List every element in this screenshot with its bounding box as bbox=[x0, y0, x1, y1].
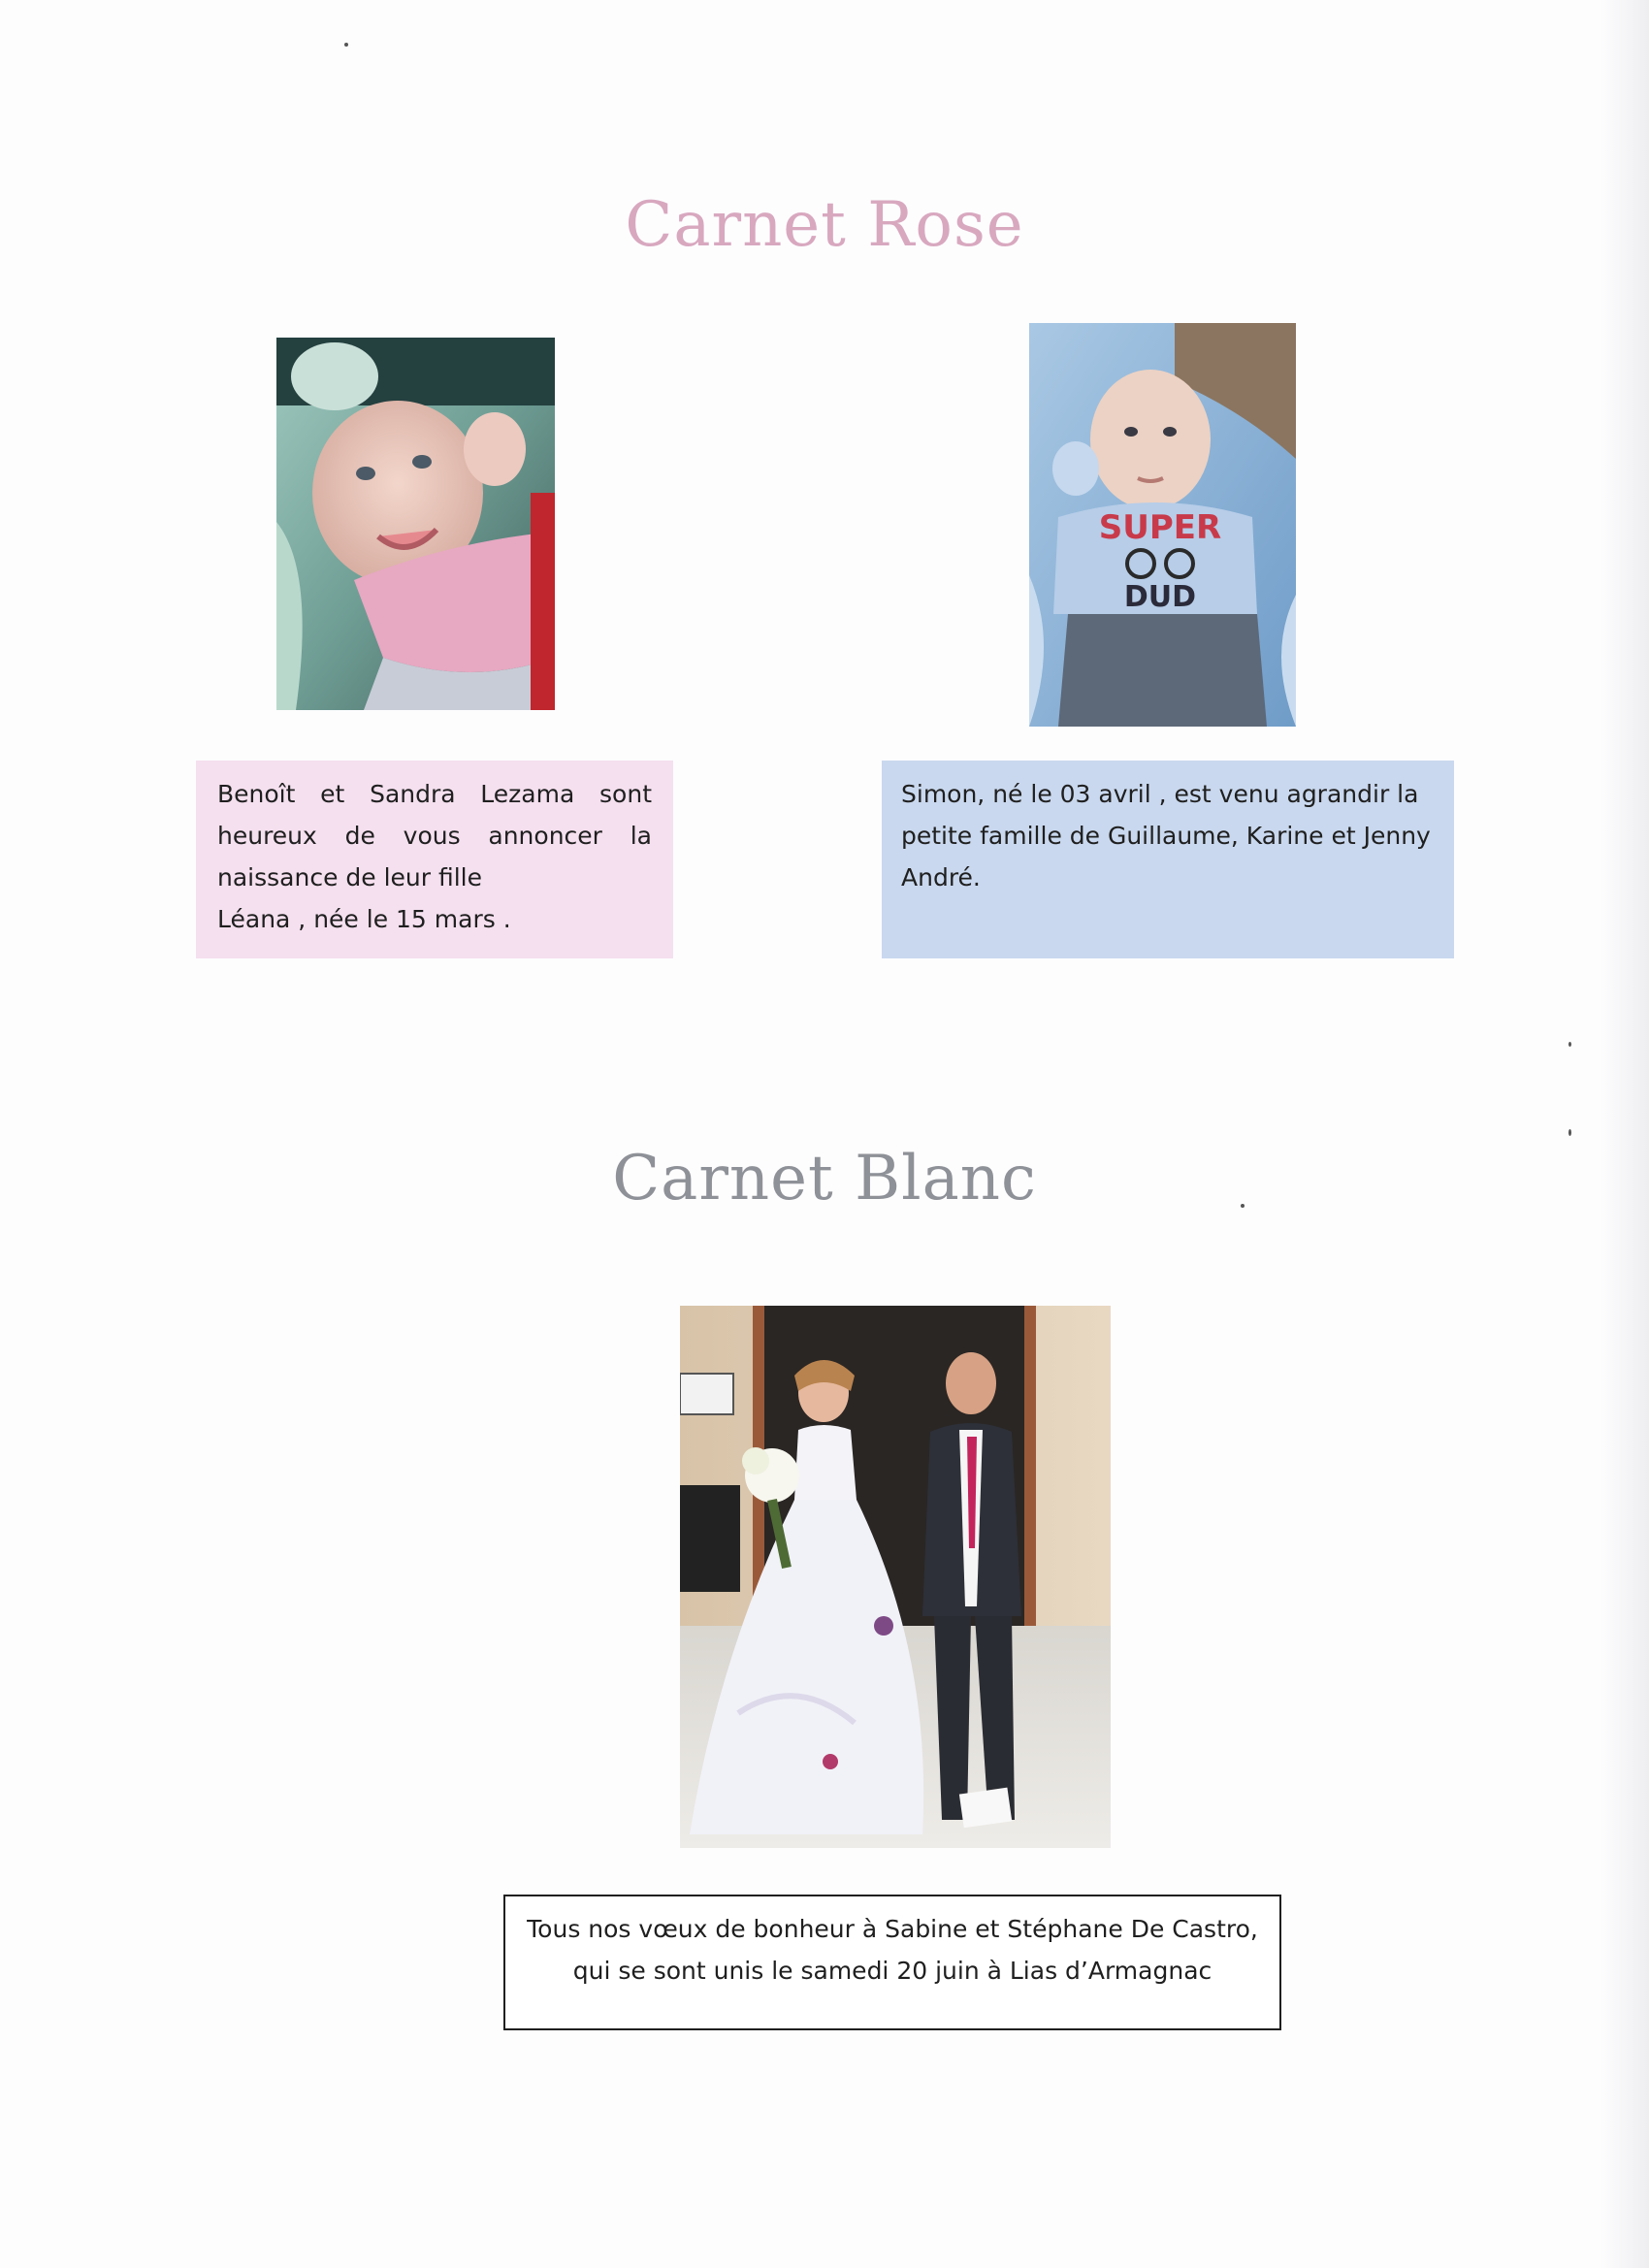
announcement-line: qui se sont unis le samedi 20 juin à Lias d’Armagnac bbox=[572, 1957, 1212, 1985]
baby-boy-photo bbox=[1029, 323, 1296, 727]
scan-speck bbox=[1568, 1042, 1571, 1047]
announcement-line: naissance de leur fille bbox=[217, 863, 483, 891]
birth-announcement-simon bbox=[882, 761, 1454, 958]
carnet-blanc-title: Carnet Blanc bbox=[612, 1143, 1037, 1215]
announcement-line: Léana , née le 15 mars . bbox=[217, 905, 511, 933]
svg-text:SUPER: SUPER bbox=[1098, 508, 1222, 547]
announcement-line: André. bbox=[901, 863, 981, 891]
birth-announcement-leana bbox=[196, 761, 673, 958]
baby-girl-photo bbox=[276, 338, 555, 710]
announcement-line: Benoît et Sandra Lezama sont bbox=[217, 780, 652, 808]
svg-text:DUD: DUD bbox=[1123, 580, 1197, 614]
scan-speck bbox=[1241, 1204, 1245, 1208]
announcement-line: Tous nos vœux de bonheur à Sabine et Stéphane De Castro, bbox=[527, 1915, 1258, 1943]
announcement-line: Simon, né le 03 avril , est venu agrandir la bbox=[901, 780, 1419, 808]
wedding-announcement bbox=[503, 1895, 1281, 2030]
wedding-photo bbox=[680, 1306, 1111, 1848]
announcement-line: heureux de vous annoncer la bbox=[217, 822, 652, 850]
scan-speck bbox=[344, 43, 348, 47]
scan-shadow-edge bbox=[1600, 0, 1649, 2268]
announcement-line: petite famille de Guillaume, Karine et Jenny bbox=[901, 822, 1431, 850]
carnet-rose-title: Carnet Rose bbox=[625, 189, 1024, 261]
scan-speck bbox=[1568, 1129, 1571, 1136]
